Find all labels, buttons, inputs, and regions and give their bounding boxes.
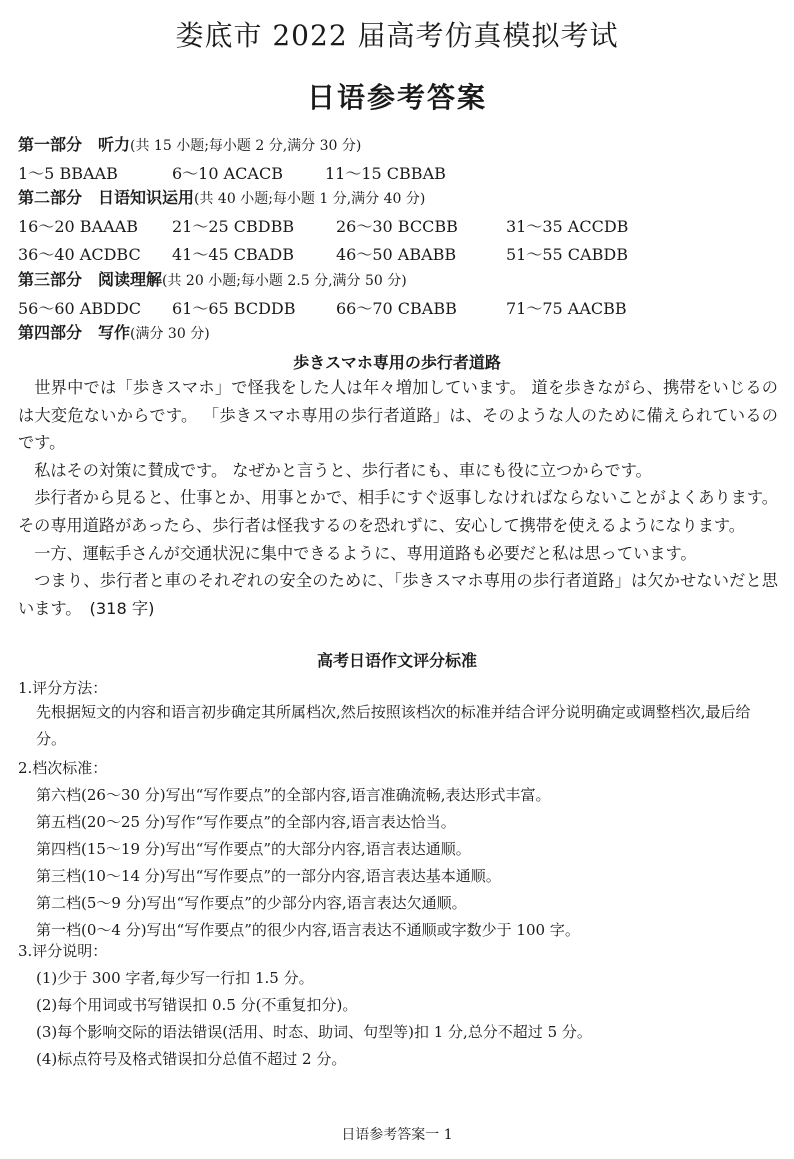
section-heading-part4: [18, 322, 210, 345]
answer-group: 16～20 BAAAB: [18, 217, 138, 236]
answer-group: 11～15 CBBAB: [325, 164, 446, 183]
method-body: 先根据短文的内容和语言初步确定其所属档次,然后按照该档次的标准并结合评分说明确定或调整档次,最后给分。: [36, 703, 751, 748]
scoring-notes: [18, 940, 778, 1070]
answer-group: 46～50 ABABB: [336, 245, 457, 264]
answer-group: 26～30 BCCBB: [336, 217, 458, 236]
answer-group: 36～40 ACDBC: [18, 245, 141, 264]
answer-key-title: 日语参考答案: [306, 81, 487, 114]
answer-group: 61～65 BCDDB: [172, 299, 296, 318]
answer-group: 41～45 CBADB: [172, 245, 294, 264]
section-note: (共 40 小题;每小题 1 分,满分 40 分): [194, 191, 426, 207]
note-item: (2)每个用词或书写错误扣 0.5 分(不重复扣分)。: [36, 996, 358, 1014]
essay-title: 歩きスマホ専用の歩行者道路: [293, 353, 501, 372]
method-heading: 1.评分方法：: [18, 679, 108, 697]
answer-group: 31～35 ACCDB: [506, 217, 629, 236]
notes-heading: 3.评分说明：: [18, 942, 108, 960]
section-note: (满分 30 分): [130, 326, 210, 342]
section-note: (共 20 小题;每小题 2.5 分,满分 50 分): [162, 273, 407, 289]
essay-paragraph: 私はその対策に賛成です。 なぜかと言うと、歩行者にも、車にも役に立つからです。: [34, 460, 652, 480]
answer-row-4: [18, 296, 778, 318]
essay-paragraph: 一方、運転手さんが交通状況に集中できるように、専用道路も必要だと私は思っています。: [34, 543, 697, 563]
levels-heading: 2.档次标准：: [18, 759, 108, 777]
section-label: 第一部分 听力: [18, 135, 131, 154]
answer-group: 56～60 ABDDC: [18, 299, 142, 318]
exam-title: 娄底市 2022 届高考仿真模拟考试: [175, 19, 619, 52]
answer-group: 51～55 CABDB: [506, 245, 628, 264]
answer-row-2: [18, 214, 778, 236]
level-item: 第六档(26～30 分)写出“写作要点”的全部内容,语言准确流畅,表达形式丰富。: [36, 786, 551, 804]
section-label: 第四部分 写作: [18, 323, 131, 342]
scoring-method: [18, 677, 778, 753]
section-heading-part1: [18, 134, 361, 157]
answer-group: 1～5 BBAAB: [18, 164, 118, 183]
essay-paragraph: 歩行者から見ると、仕事とか、用事とかで、相手にすぐ返事しなければならないことがよくあります。 その専用道路があったら、歩行者は怪我するのを恐れずに、安心して携帯を使えるようになります。: [18, 488, 778, 535]
level-item: 第五档(20～25 分)写作“写作要点”的全部内容,语言表达恰当。: [36, 813, 456, 831]
level-item: 第三档(10～14 分)写出“写作要点”的一部分内容,语言表达基本通顺。: [36, 867, 501, 885]
answer-row-1: [18, 161, 778, 183]
note-item: (4)标点符号及格式错误扣分总值不超过 2 分。: [36, 1050, 347, 1068]
section-heading-part2: [18, 187, 425, 210]
criteria-title: 高考日语作文评分标准: [316, 651, 477, 670]
scoring-levels: [18, 757, 778, 941]
page-footer: 日语参考答案一 1: [341, 1127, 453, 1143]
section-label: 第二部分 日语知识运用: [18, 188, 195, 207]
level-item: 第二档(5～9 分)写出“写作要点”的少部分内容,语言表达欠通顺。: [36, 894, 467, 912]
answer-group: 6～10 ACACB: [172, 164, 283, 183]
level-item: 第一档(0～4 分)写出“写作要点”的很少内容,语言表达不通顺或字数少于 100 字。: [36, 921, 580, 939]
level-item: 第四档(15～19 分)写出“写作要点”的大部分内容,语言表达通顺。: [36, 840, 471, 858]
answer-row-3: [18, 242, 778, 264]
answer-group: 66～70 CBABB: [336, 299, 457, 318]
essay-paragraph: 世界中では「歩きスマホ」で怪我をした人は年々増加しています。 道を歩きながら、携帯をいじるのは大変危ないからです。 「歩きスマホ専用の歩行者道路」は、そのような人のために備えられているのです。: [18, 378, 778, 453]
section-note: (共 15 小题;每小题 2 分,满分 30 分): [130, 138, 362, 154]
note-item: (1)少于 300 字者,每少写一行扣 1.5 分。: [36, 969, 314, 987]
note-item: (3)每个影响交际的语法错误(活用、时态、助词、句型等)扣 1 分,总分不超过 5 分。: [36, 1023, 592, 1041]
answer-group: 21～25 CBDBB: [172, 217, 295, 236]
model-essay: [18, 374, 778, 622]
section-label: 第三部分 阅读理解: [18, 270, 163, 289]
answer-group: 71～75 AACBB: [506, 299, 627, 318]
section-heading-part3: [18, 269, 407, 292]
essay-paragraph: つまり、歩行者と車のそれぞれの安全のために、「歩きスマホ専用の歩行者道路」は欠かせないだと思います。 (318 字): [18, 571, 778, 618]
